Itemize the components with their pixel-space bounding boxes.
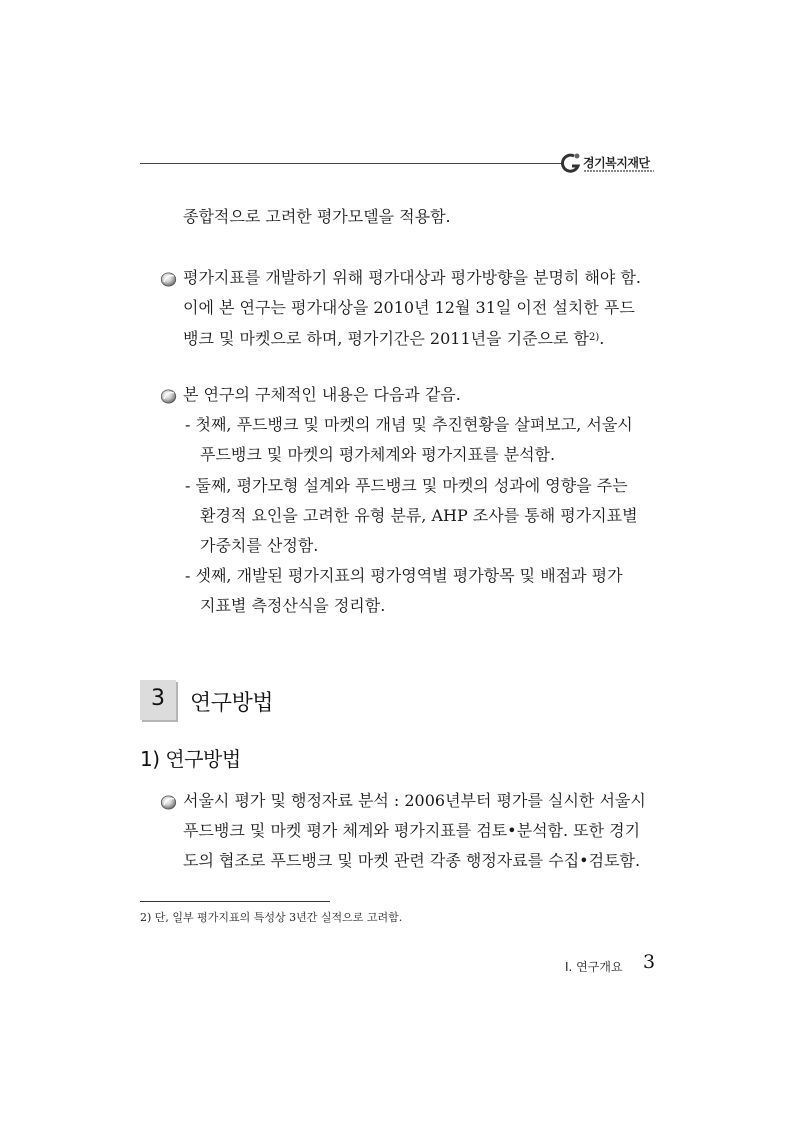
item3-line-2: 지표별 측정산식을 정리함. bbox=[200, 596, 386, 615]
logo-subtext-line bbox=[584, 170, 654, 172]
bullet2-intro: 본 연구의 구체적인 내용은 다음과 같음. bbox=[183, 385, 461, 404]
bullet1-line-2: 이에 본 연구는 평가대상을 2010년 12월 31일 이전 설치한 푸드 bbox=[183, 298, 635, 317]
item2-line-3: 가중치를 산정함. bbox=[200, 536, 319, 555]
bullet1-line-1: 평가지표를 개발하기 위해 평가대상과 평가방향을 분명히 해야 함. bbox=[183, 268, 642, 287]
footnote: 2) 단, 일부 평가지표의 특성상 3년간 실적으로 고려함. bbox=[140, 911, 403, 924]
section-number: 3 bbox=[151, 686, 165, 711]
section-title: 연구방법 bbox=[190, 691, 274, 716]
bullet1-line-3-end: . bbox=[599, 329, 605, 348]
item1-line-2: 푸드뱅크 및 마켓의 평가체계와 평가지표를 분석함. bbox=[200, 445, 556, 464]
method-line-2: 푸드뱅크 및 마켓 평가 체계와 평가지표를 검토•분석함. 또한 경기 bbox=[183, 821, 641, 840]
continuation-text: 종합적으로 고려한 평가모델을 적용함. bbox=[183, 207, 451, 226]
footnote-rule bbox=[140, 901, 330, 902]
item3-line-1: - 셋째, 개발된 평가지표의 평가영역별 평가항목 및 배점과 평가 bbox=[185, 566, 623, 585]
foundation-name: 경기복지재단 bbox=[583, 156, 650, 170]
subsection-title: 1) 연구방법 bbox=[140, 747, 241, 771]
bullet-icon bbox=[160, 388, 177, 405]
foundation-logo-icon bbox=[560, 152, 582, 176]
method-line-1: 서울시 평가 및 행정자료 분석 : 2006년부터 평가를 실시한 서울시 bbox=[183, 791, 646, 810]
page-number: 3 bbox=[643, 951, 656, 973]
footnote-ref: 2) bbox=[588, 332, 600, 343]
bullet-icon bbox=[160, 794, 177, 811]
foundation-logo bbox=[560, 150, 660, 180]
item1-line-1: - 첫째, 푸드뱅크 및 마켓의 개념 및 추진현황을 살펴보고, 서울시 bbox=[185, 415, 633, 434]
bullet-icon bbox=[160, 271, 177, 288]
item2-line-1: - 둘째, 평가모형 설계와 푸드뱅크 및 마켓의 성과에 영향을 주는 bbox=[185, 476, 628, 495]
bullet1-line-3 bbox=[183, 328, 604, 349]
chapter-label: Ⅰ. 연구개요 bbox=[565, 960, 623, 974]
item2-line-2: 환경적 요인을 고려한 유형 분류, AHP 조사를 통해 평가지표별 bbox=[200, 506, 638, 525]
header-rule bbox=[140, 163, 562, 164]
bullet1-line-3-text: 뱅크 및 마켓으로 하며, 평가기간은 2011년을 기준으로 함 bbox=[183, 329, 589, 348]
method-line-3: 도의 협조로 푸드뱅크 및 마켓 관련 각종 행정자료를 수집•검토함. bbox=[183, 851, 641, 870]
